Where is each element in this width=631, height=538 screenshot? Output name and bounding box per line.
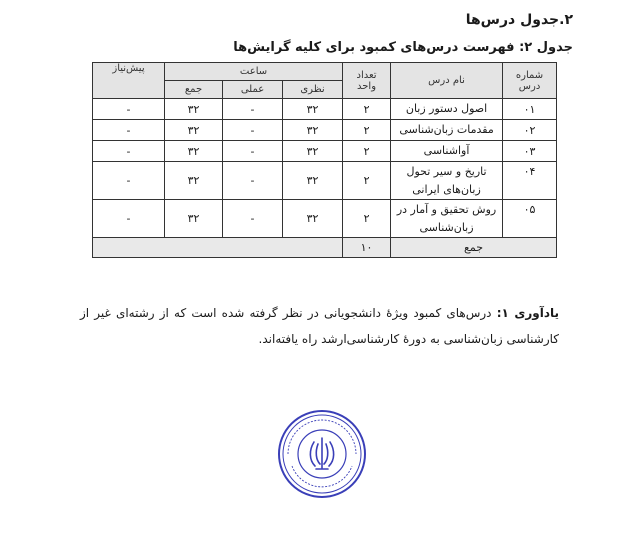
courses-table: [92, 62, 557, 258]
cell-code: ۰۱: [503, 99, 557, 120]
cell-total: ۳۲: [165, 162, 223, 200]
cell-theory: ۳۲: [283, 162, 343, 200]
cell-code: ۰۴: [503, 162, 557, 200]
cell-name: تاریخ و سیر تحول زبان‌های ایرانی: [391, 162, 503, 200]
cell-units: ۲: [343, 120, 391, 141]
table-row: [93, 141, 557, 162]
cell-units: ۲: [343, 162, 391, 200]
cell-units: ۲: [343, 99, 391, 120]
cell-prereq: -: [93, 120, 165, 141]
header-name: نام درس: [391, 63, 503, 99]
header-hours: ساعت: [165, 63, 343, 81]
cell-theory: ۳۲: [283, 99, 343, 120]
header-total: جمع: [165, 81, 223, 99]
cell-total: ۳۲: [165, 200, 223, 238]
cell-practical: -: [223, 120, 283, 141]
cell-code: ۰۵: [503, 200, 557, 238]
cell-total: ۳۲: [165, 120, 223, 141]
cell-code: ۰۲: [503, 120, 557, 141]
header-units: تعداد واحد: [343, 63, 391, 99]
cell-units: ۲: [343, 141, 391, 162]
table-row: [93, 200, 557, 238]
header-practical: عملی: [223, 81, 283, 99]
cell-prereq: -: [93, 141, 165, 162]
cell-units: ۲: [343, 200, 391, 238]
header-row-top: [93, 63, 557, 81]
cell-theory: ۳۲: [283, 200, 343, 238]
note-text: درس‌های کمبود ویژهٔ دانشجویانی در نظر گرفته شده است که از رشته‌ای غیر از کارشناسی زبان‌شناسی به دورهٔ کارشناسی‌ارشد راه یافته‌اند.: [80, 306, 559, 346]
cell-practical: -: [223, 200, 283, 238]
cell-name: اصول دستور زبان: [391, 99, 503, 120]
cell-total: ۳۲: [165, 141, 223, 162]
note-paragraph: [80, 300, 559, 352]
header-prereq: پیش‌نیاز: [93, 63, 165, 99]
cell-prereq: -: [93, 162, 165, 200]
cell-theory: ۳۲: [283, 141, 343, 162]
cell-theory: ۳۲: [283, 120, 343, 141]
total-empty: [93, 238, 343, 258]
cell-name: روش تحقیق و آمار در زبان‌شناسی: [391, 200, 503, 238]
total-units: ۱۰: [343, 238, 391, 258]
table-row: [93, 120, 557, 141]
emblem-icon: [310, 438, 333, 469]
cell-prereq: -: [93, 99, 165, 120]
cell-name: مقدمات زبان‌شناسی: [391, 120, 503, 141]
cell-practical: -: [223, 162, 283, 200]
table-row: [93, 99, 557, 120]
cell-practical: -: [223, 141, 283, 162]
total-row: [93, 238, 557, 258]
section-title: ۲.جدول درس‌ها: [465, 12, 573, 28]
table-row: [93, 162, 557, 200]
official-seal: [276, 408, 368, 500]
total-label: جمع: [391, 238, 557, 258]
cell-practical: -: [223, 99, 283, 120]
table-caption: جدول ۲: فهرست درس‌های کمبود برای کلیه گرایش‌ها: [233, 40, 573, 55]
cell-prereq: -: [93, 200, 165, 238]
header-theory: نظری: [283, 81, 343, 99]
note-label: یادآوری ۱:: [496, 306, 559, 320]
cell-code: ۰۳: [503, 141, 557, 162]
cell-name: آواشناسی: [391, 141, 503, 162]
cell-total: ۳۲: [165, 99, 223, 120]
header-code: شماره درس: [503, 63, 557, 99]
